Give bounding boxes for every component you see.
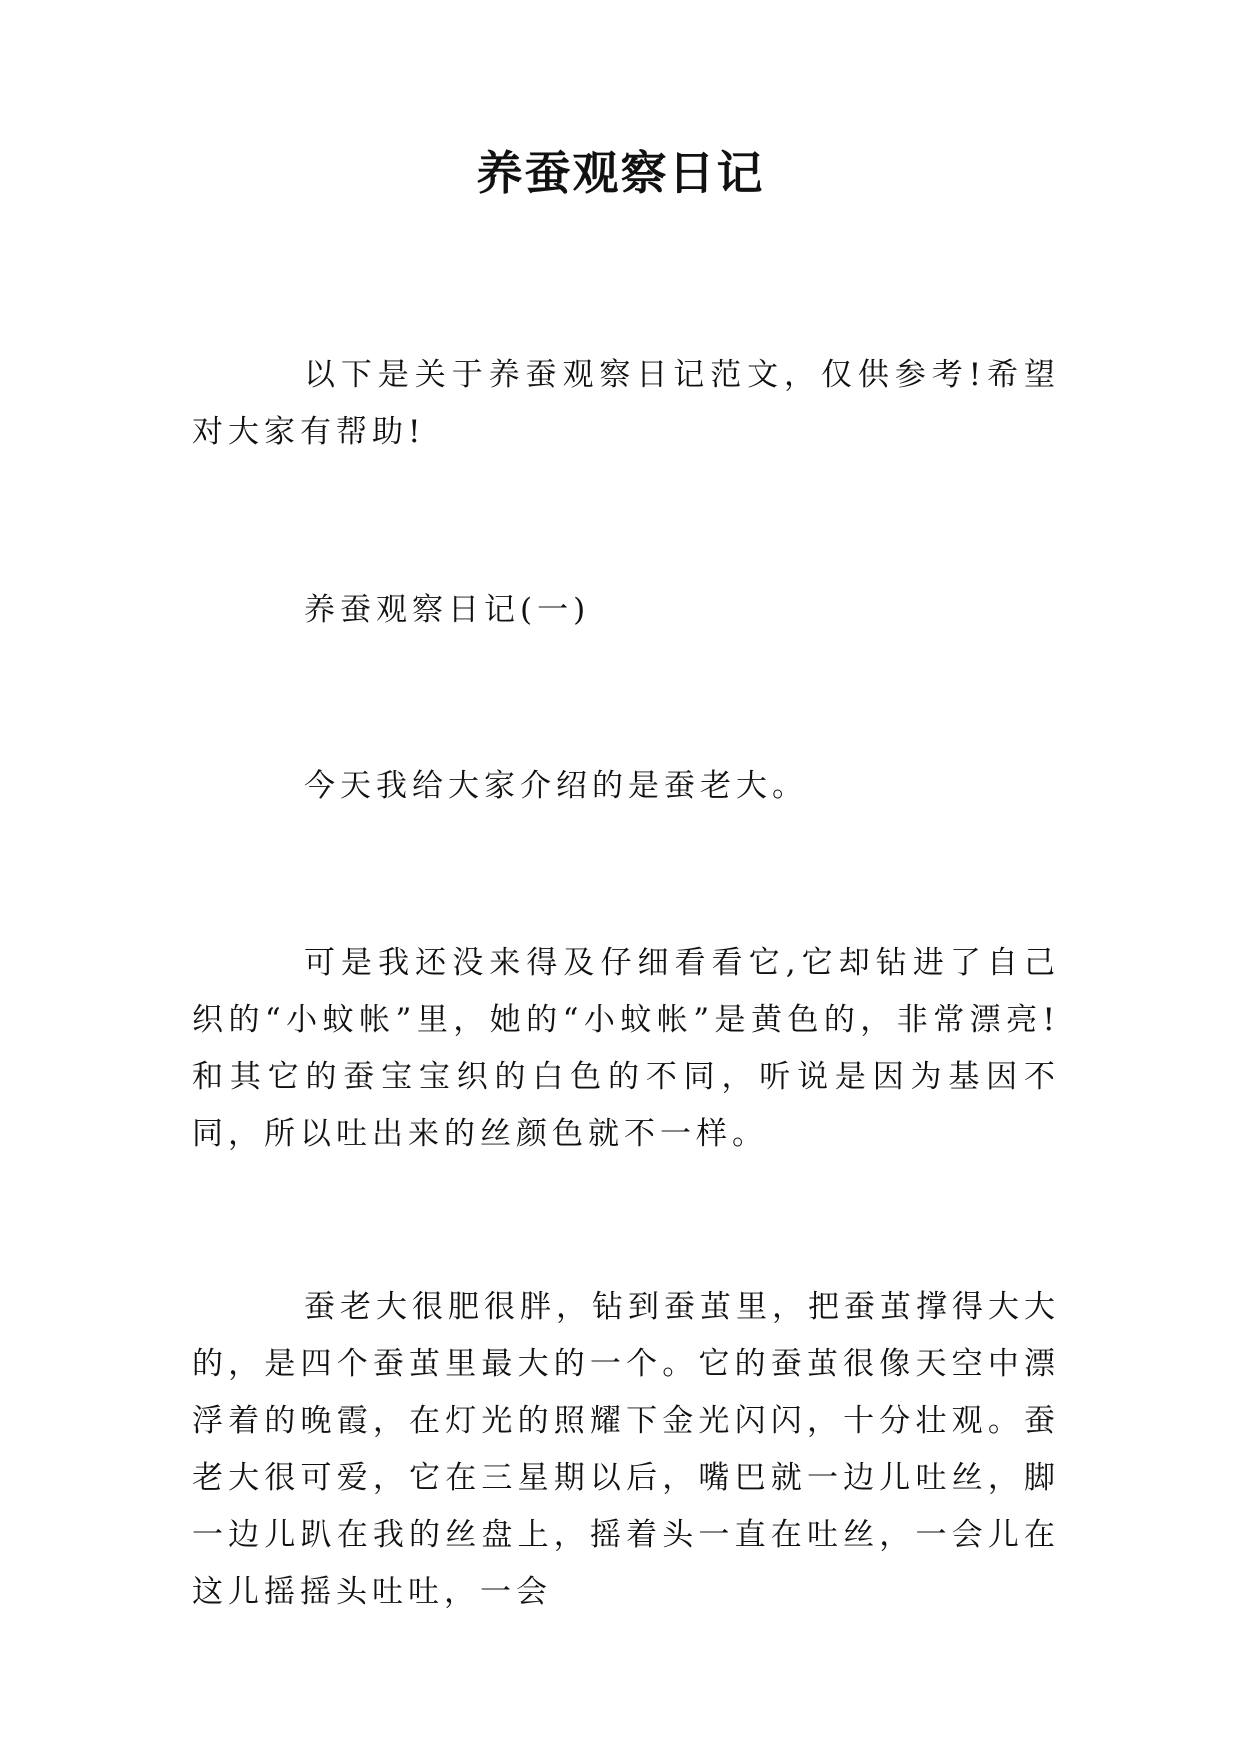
body-paragraph: 可是我还没来得及仔细看看它,它却钻进了自己织的“小蚊帐”里，她的“小蚊帐”是黄色的，非常漂亮!和其它的蚕宝宝织的白色的不同，听说是因为基因不同，所以吐出来的丝颜色就不一样。 xyxy=(192,945,1060,1152)
document-title: 养蚕观察日记 xyxy=(476,146,765,200)
intro-paragraph: 以下是关于养蚕观察日记范文，仅供参考!希望对大家有帮助! xyxy=(192,357,1060,450)
body-paragraph: 蚕老大很肥很胖，钻到蚕茧里，把蚕茧撑得大大的，是四个蚕茧里最大的一个。它的蚕茧很像天空中漂浮着的晚霞，在灯光的照耀下金光闪闪，十分壮观。蚕老大很可爱，它在三星期以后，嘴巴就一边儿吐丝，脚一边儿趴在我的丝盘上，摇着头一直在吐丝，一会儿在这儿摇摇头吐吐，一会 xyxy=(192,1289,1060,1610)
section-heading: 养蚕观察日记(一) xyxy=(304,592,591,628)
body-paragraph: 今天我给大家介绍的是蚕老大。 xyxy=(304,768,808,804)
